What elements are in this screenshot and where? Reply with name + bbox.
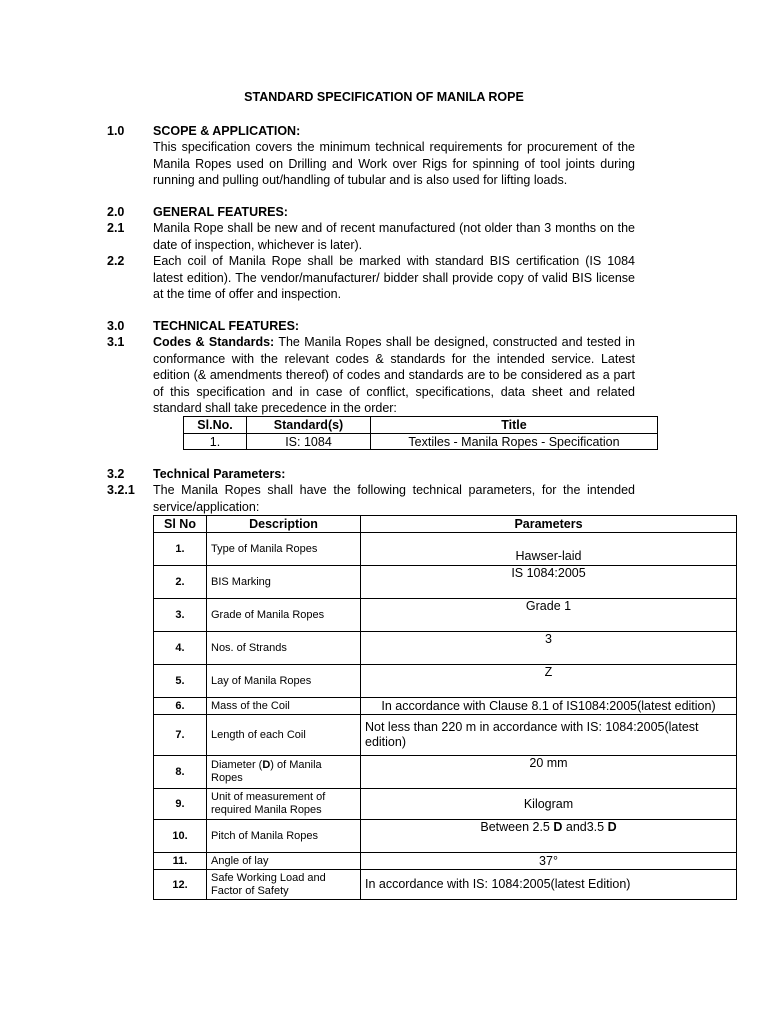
row-number: 12. xyxy=(154,870,207,900)
row-description: Type of Manila Ropes xyxy=(207,533,361,566)
row-parameter: Grade 1 xyxy=(361,599,737,632)
row-number: 2. xyxy=(154,566,207,599)
row-description: Nos. of Strands xyxy=(207,632,361,665)
table-row xyxy=(154,820,737,853)
row-number: 6. xyxy=(154,698,207,715)
column-header: Standard(s) xyxy=(247,417,371,434)
section-technical-features xyxy=(107,318,637,418)
table-row xyxy=(154,533,737,566)
parameter-part: Between 2.5 xyxy=(480,820,554,834)
row-description: Angle of lay xyxy=(207,853,361,870)
clause-text: Each coil of Manila Rope shall be marked with standard BIS certification (IS 1084 latest edition). The vendor/manufacturer/ bidder shall provide copy of valid BIS license at the time of offer and inspection. xyxy=(153,254,635,301)
section-technical-parameters xyxy=(107,466,637,516)
row-description: Grade of Manila Ropes xyxy=(207,599,361,632)
clause-bold-lead: Codes & Standards: xyxy=(153,335,275,349)
description-bold-part: D xyxy=(262,759,271,771)
row-number: 5. xyxy=(154,665,207,698)
standards-table xyxy=(183,416,658,450)
table-row xyxy=(154,870,737,900)
table-row xyxy=(154,599,737,632)
row-parameter: Kilogram xyxy=(361,789,737,820)
column-header: Parameters xyxy=(361,516,737,533)
section-heading: SCOPE & APPLICATION: xyxy=(153,124,301,138)
row-description: Safe Working Load and Factor of Safety xyxy=(207,870,361,900)
parameter-bold-part: D xyxy=(553,820,563,834)
row-number: 11. xyxy=(154,853,207,870)
section-heading: GENERAL FEATURES: xyxy=(153,205,288,219)
section-general-features xyxy=(107,204,637,304)
row-description: Pitch of Manila Ropes xyxy=(207,820,361,853)
row-parameter: Not less than 220 m in accordance with IS: 1084:2005(latest edition) xyxy=(361,715,737,756)
row-parameter: Z xyxy=(361,665,737,698)
table-row xyxy=(184,434,658,450)
row-description: Unit of measurement of required Manila Ropes xyxy=(207,789,361,820)
table-row xyxy=(154,853,737,870)
clause-text: Manila Rope shall be new and of recent manufactured (not older than 3 months on the date of inspection, whichever is later). xyxy=(153,221,635,252)
document-title: STANDARD SPECIFICATION OF MANILA ROPE xyxy=(244,90,524,104)
section-number: 1.0 xyxy=(107,124,125,138)
parameter-part: and3.5 xyxy=(562,820,608,834)
row-parameter: In accordance with IS: 1084:2005(latest Edition) xyxy=(361,870,737,900)
clause-body: The Manila Ropes shall be designed, constructed and tested in conformance with the relevant codes & standards for the intended service. Latest edition (& amendments thereof) of codes and standards are to be considered as a part of this specification and in case of conflict, specifications, data sheet and related standard shall take precedence in the order: xyxy=(153,335,636,415)
clause-number: 3.2.1 xyxy=(107,483,135,497)
table-row xyxy=(154,756,737,789)
section-scope xyxy=(107,123,637,193)
table-row xyxy=(154,566,737,599)
column-header: Sl No xyxy=(154,516,207,533)
column-header: Sl.No. xyxy=(184,417,247,434)
table-cell: 1. xyxy=(184,434,247,450)
row-number: 4. xyxy=(154,632,207,665)
description-part: Diameter ( xyxy=(211,759,263,771)
row-parameter: In accordance with Clause 8.1 of IS1084:2005(latest edition) xyxy=(361,698,737,715)
section-number: 2.0 xyxy=(107,205,125,219)
row-parameter: 20 mm xyxy=(361,756,737,789)
table-row xyxy=(154,715,737,756)
clause-number: 2.2 xyxy=(107,254,125,268)
table-cell: Textiles - Manila Ropes - Specification xyxy=(371,434,658,450)
clause-number: 3.1 xyxy=(107,335,125,349)
clause-number: 2.1 xyxy=(107,221,125,235)
table-row xyxy=(154,665,737,698)
row-number: 1. xyxy=(154,533,207,566)
row-number: 8. xyxy=(154,756,207,789)
description-part: ) of Manila Ropes xyxy=(211,759,322,784)
row-number: 3. xyxy=(154,599,207,632)
table-cell: IS: 1084 xyxy=(247,434,371,450)
column-header: Description xyxy=(207,516,361,533)
row-parameter: 3 xyxy=(361,632,737,665)
parameters-table xyxy=(153,515,737,900)
table-header-row xyxy=(184,417,658,434)
clause-text: The Manila Ropes shall have the following technical parameters, for the intended service/application: xyxy=(153,483,635,514)
row-description: BIS Marking xyxy=(207,566,361,599)
parameter-bold-part: D xyxy=(607,820,617,834)
row-parameter: 37° xyxy=(361,853,737,870)
column-header: Title xyxy=(371,417,658,434)
section-number: 3.2 xyxy=(107,467,125,481)
row-number: 7. xyxy=(154,715,207,756)
row-description: Length of each Coil xyxy=(207,715,361,756)
row-description xyxy=(207,756,361,789)
section-heading: Technical Parameters: xyxy=(153,467,286,481)
row-number: 10. xyxy=(154,820,207,853)
row-parameter xyxy=(361,820,737,853)
row-number: 9. xyxy=(154,789,207,820)
table-row xyxy=(154,789,737,820)
row-description: Mass of the Coil xyxy=(207,698,361,715)
section-number: 3.0 xyxy=(107,319,125,333)
section-heading: TECHNICAL FEATURES: xyxy=(153,319,300,333)
table-row xyxy=(154,698,737,715)
section-text: This specification covers the minimum technical requirements for procurement of the Manila Ropes used on Drilling and Work over Rigs for spinning of tool joints during running and pulling out/handling of tubular and is also used for lifting loads. xyxy=(153,140,635,187)
row-description: Lay of Manila Ropes xyxy=(207,665,361,698)
table-header-row xyxy=(154,516,737,533)
row-parameter: IS 1084:2005 xyxy=(361,566,737,599)
table-row xyxy=(154,632,737,665)
row-parameter: Hawser-laid xyxy=(361,533,737,566)
clause-text xyxy=(153,334,635,417)
